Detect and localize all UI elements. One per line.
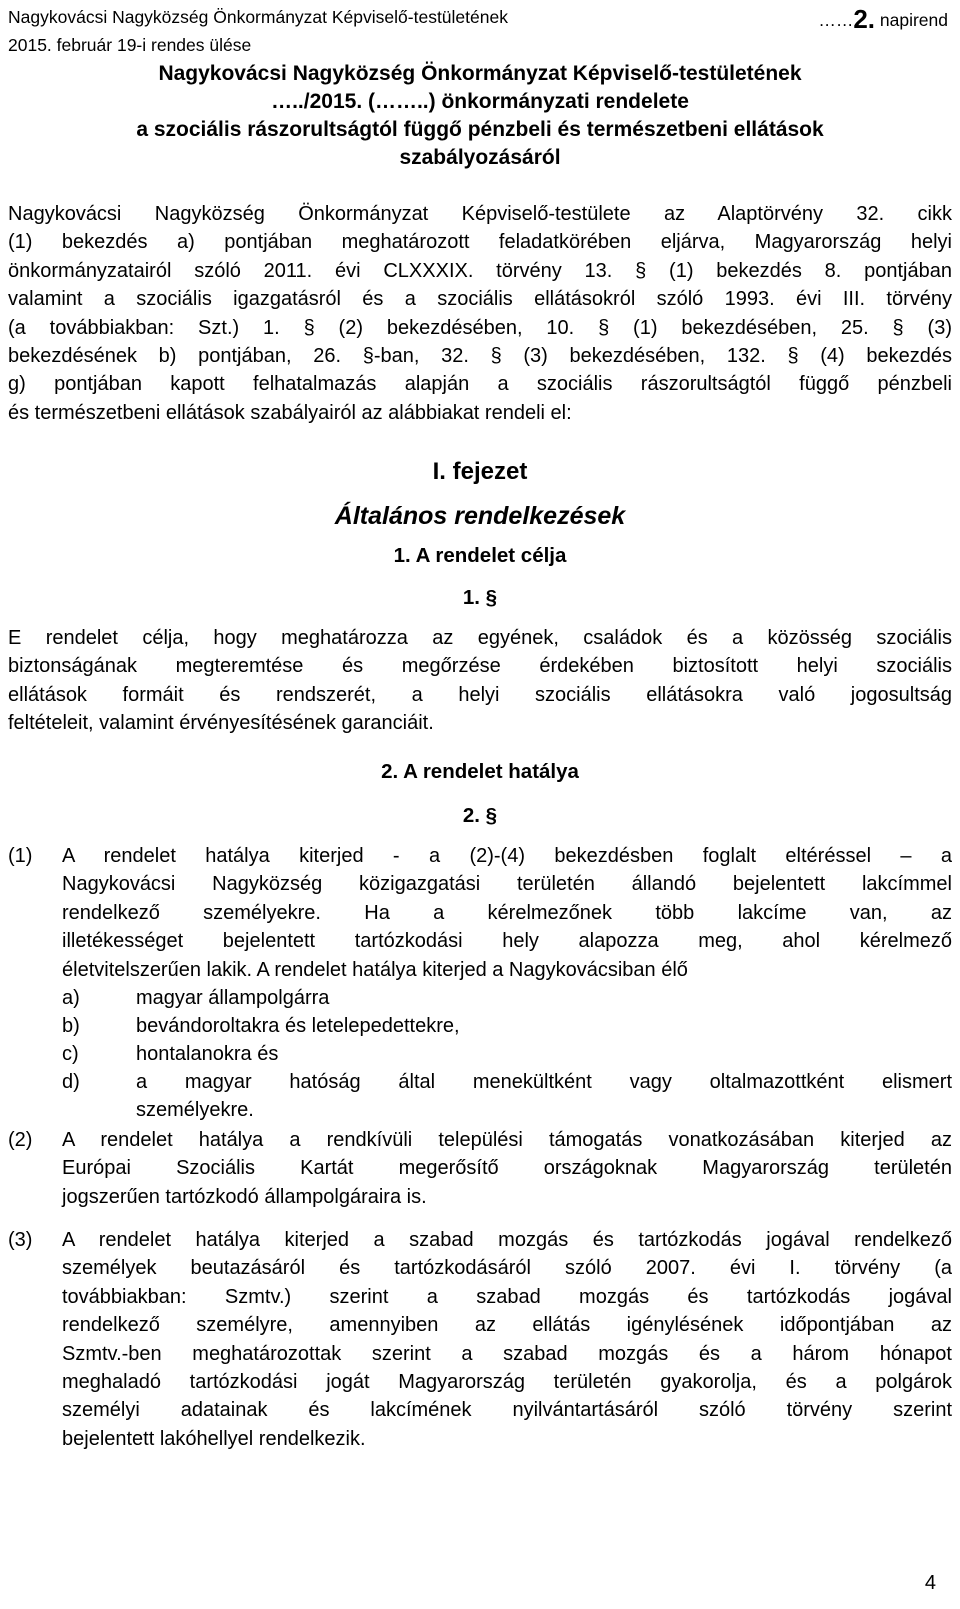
text-line: feltételeit, valamint érvényesítésének garanciáit. (8, 712, 434, 735)
text-line: rendelkező személyre, amennyiben az ellátás igénylésének időpontjában az (62, 1314, 952, 1337)
title-line-2: …../2015. (……..) önkormányzati rendelete (271, 90, 689, 113)
regulation-title (0, 60, 960, 172)
chapter-name: Általános rendelkezések (334, 502, 626, 530)
list-item-text (136, 1068, 952, 1125)
preamble-line: valamint a szociális igazgatásról és a szociális ellátásokról szóló 1993. évi III. törvény (8, 288, 952, 311)
paragraph-1-number: 1. § (462, 586, 498, 609)
text-line: A rendelet hatálya a rendkívüli települési támogatás vonatkozásában kiterjed az (62, 1129, 952, 1151)
list-item-text (136, 1012, 952, 1040)
section-2-heading: 2. A rendelet hatálya (381, 760, 579, 783)
list-item-text (136, 1040, 952, 1068)
title-line-3: a szociális rászorultságtól függő pénzbeli és természetbeni ellátások (136, 118, 824, 141)
subsection-3-number: (3) (8, 1229, 33, 1251)
preamble (8, 200, 952, 427)
text-line: Európai Szociális Kartát megerősítő országoknak Magyarország területén (62, 1157, 952, 1180)
text-line: személyek beutazásáról és tartózkodásáról szóló 2007. évi I. törvény (a (62, 1257, 952, 1280)
list-item-label: b) (62, 1015, 80, 1037)
preamble-line: bekezdésének b) pontjában, 26. §-ban, 32. § (3) bekezdésében, 132. § (4) bekezdés (8, 345, 952, 368)
text-line: személyekre. (136, 1099, 254, 1122)
preamble-line: g) pontjában kapott felhatalmazás alapján a szociális rászorultságtól függő pénzbeli (8, 373, 952, 396)
text-line: továbbiakban: Szmtv.) szerint a szabad mozgás és tartózkodás jogával (62, 1285, 952, 1308)
text-line: hontalanokra és (136, 1043, 279, 1065)
header-session: 2015. február 19-i rendes ülése (8, 35, 252, 55)
text-line: rendelkező személyekre. Ha a kérelmezőnek több lakcíme van, az (62, 901, 952, 924)
running-header (8, 4, 948, 34)
preamble-line: (1) bekezdés a) pontjában meghatározott feladatkörében eljárva, Magyarország helyi (8, 231, 952, 254)
subsection-2-text (62, 1126, 952, 1211)
agenda-dots: …… (818, 10, 854, 30)
preamble-line: (a továbbiakban: Szt.) 1. § (2) bekezdésében, 10. § (1) bekezdésében, 25. § (3) (8, 316, 952, 339)
text-line: személyi adatainak és lakcímének nyilvántartásáról szóló törvény szerint (62, 1399, 952, 1422)
list-item-text (136, 984, 952, 1012)
agenda-label (818, 4, 948, 33)
paragraph-2-number: 2. § (462, 804, 498, 827)
text-line: magyar állampolgárra (136, 987, 330, 1009)
text-line: Nagykovácsi Nagyközség közigazgatási területén állandó bejelentett lakcímmel (62, 873, 952, 896)
list-item-label: d) (62, 1071, 80, 1093)
section-1-text (8, 624, 952, 738)
text-line: illetékességet bejelentett tartózkodási hely alapozza meg, ahol kérelmező (62, 930, 952, 953)
text-line: A rendelet hatálya kiterjed a szabad mozgás és tartózkodás jogával rendelkező (62, 1229, 952, 1251)
section-1-heading: 1. A rendelet célja (393, 544, 567, 567)
text-line: E rendelet célja, hogy meghatározza az egyének, családok és a közösség szociális (8, 627, 952, 649)
preamble-line: és természetbeni ellátások szabályairól az alábbiakat rendeli el: (8, 401, 572, 424)
subsection-3-text (62, 1226, 952, 1453)
text-line: meghaladó tartózkodási jogát Magyarország területén gyakorolja, és a polgárok (62, 1371, 952, 1394)
title-line-1: Nagykovácsi Nagyközség Önkormányzat Képviselő-testületének (158, 62, 802, 85)
chapter-number: I. fejezet (432, 458, 528, 485)
page-number: 4 (924, 1572, 936, 1594)
text-line: bevándoroltakra és letelepedettekre, (136, 1015, 460, 1037)
subsection-1-number: (1) (8, 845, 33, 867)
text-line: biztonságának megteremtése és megőrzése érdekében biztosított helyi szociális (8, 655, 952, 678)
text-line: életvitelszerűen lakik. A rendelet hatálya kiterjed a Nagykovácsiban élő (62, 958, 688, 981)
subsection-2-number: (2) (8, 1129, 33, 1151)
agenda-word: napirend (879, 10, 948, 30)
list-item-label: a) (62, 987, 80, 1009)
text-line: Szmtv.-ben meghatározottak szerint a szabad mozgás és a három hónapot (62, 1342, 952, 1365)
preamble-line: önkormányzatairól szóló 2011. évi CLXXXIX. törvény 13. § (1) bekezdés 8. pontjában (8, 259, 952, 282)
header-council: Nagykovácsi Nagyközség Önkormányzat Képviselő-testületének (8, 7, 508, 27)
preamble-line: Nagykovácsi Nagyközség Önkormányzat Képviselő-testülete az Alaptörvény 32. cikk (8, 203, 952, 225)
subsection-1-text (62, 842, 952, 984)
text-line: bejelentett lakóhellyel rendelkezik. (62, 1427, 366, 1450)
list-item-label: c) (62, 1043, 79, 1065)
title-line-4: szabályozásáról (399, 146, 561, 169)
agenda-number: 2. (853, 4, 875, 34)
text-line: jogszerűen tartózkodó állampolgáraira is. (62, 1185, 427, 1208)
text-line: A rendelet hatálya kiterjed - a (2)-(4) bekezdésben foglalt eltéréssel – a (62, 845, 952, 867)
text-line: a magyar hatóság által menekültként vagy oltalmazottként elismert (136, 1071, 952, 1093)
text-line: ellátások formáit és rendszerét, a helyi szociális ellátásokra való jogosultság (8, 683, 952, 706)
